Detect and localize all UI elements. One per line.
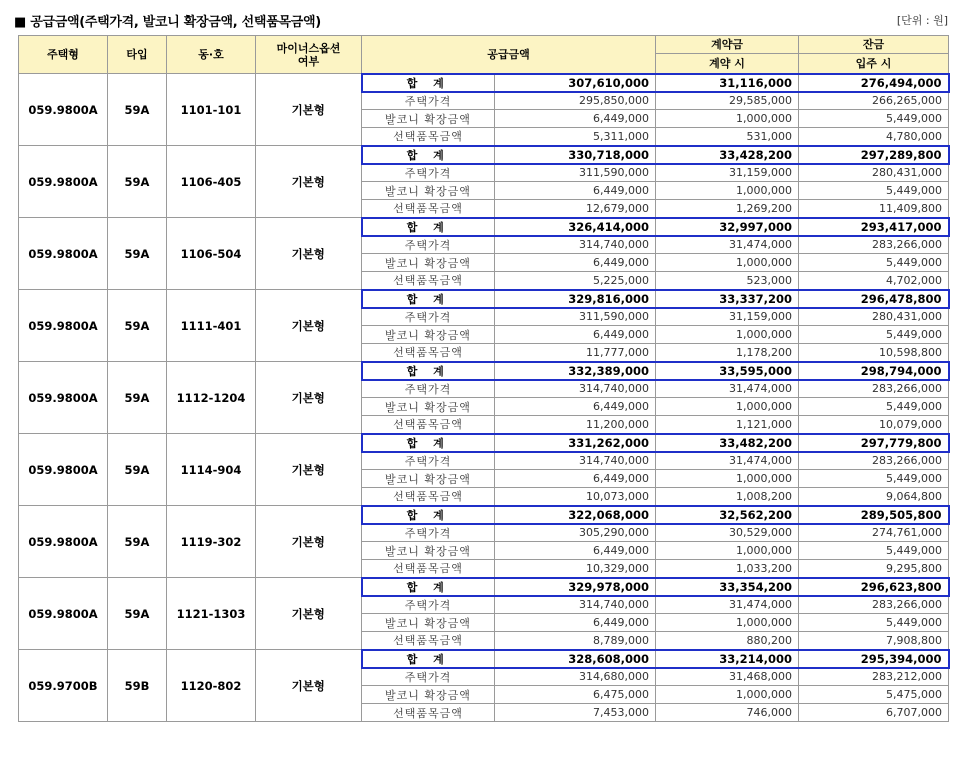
supply-amount-cell: 314,740,000 [495,236,656,254]
contract-cell: 1,121,000 [656,416,799,434]
row-label-total: 합 계 [362,650,495,668]
balance-cell: 5,449,000 [799,398,949,416]
supply-amount-cell: 305,290,000 [495,524,656,542]
row-label-balcony: 발코니 확장금액 [362,470,495,488]
contract-cell: 32,997,000 [656,218,799,236]
balance-cell: 4,702,000 [799,272,949,290]
balance-cell: 5,449,000 [799,254,949,272]
supply-amount-cell: 329,816,000 [495,290,656,308]
col-header-balance-sub: 입주 시 [799,54,949,74]
balance-cell: 9,295,800 [799,560,949,578]
col-header-supply-amount: 공급금액 [362,36,656,74]
row-label-house: 주택가격 [362,380,495,398]
row-label-house: 주택가격 [362,524,495,542]
type-cell: 59A [108,362,167,434]
balance-cell: 5,449,000 [799,614,949,632]
row-label-balcony: 발코니 확장금액 [362,182,495,200]
table-row [19,290,949,308]
row-label-options: 선택품목금액 [362,200,495,218]
row-label-options: 선택품목금액 [362,704,495,722]
contract-cell: 1,000,000 [656,182,799,200]
balance-cell: 293,417,000 [799,218,949,236]
row-label-options: 선택품목금액 [362,128,495,146]
supply-amount-cell: 326,414,000 [495,218,656,236]
row-label-house: 주택가격 [362,596,495,614]
balance-cell: 4,780,000 [799,128,949,146]
row-label-total: 합 계 [362,362,495,380]
housing-type-cell: 059.9800A [19,578,108,650]
supply-amount-cell: 329,978,000 [495,578,656,596]
type-cell: 59B [108,650,167,722]
row-label-house: 주택가격 [362,236,495,254]
balance-cell: 296,623,800 [799,578,949,596]
table-row [19,218,949,236]
housing-type-cell: 059.9800A [19,146,108,218]
supply-amount-cell: 314,740,000 [495,596,656,614]
contract-cell: 33,337,200 [656,290,799,308]
contract-cell: 33,428,200 [656,146,799,164]
row-label-total: 합 계 [362,218,495,236]
supply-amount-cell: 11,777,000 [495,344,656,362]
contract-cell: 33,214,000 [656,650,799,668]
supply-amount-cell: 6,449,000 [495,326,656,344]
supply-amount-cell: 6,449,000 [495,110,656,128]
contract-cell: 1,008,200 [656,488,799,506]
col-header-type: 타입 [108,36,167,74]
contract-cell: 880,200 [656,632,799,650]
supply-amount-cell: 6,449,000 [495,254,656,272]
type-cell: 59A [108,74,167,146]
type-cell: 59A [108,218,167,290]
contract-cell: 31,474,000 [656,596,799,614]
unit-no-cell: 1112-1204 [167,362,256,434]
unit-no-cell: 1114-904 [167,434,256,506]
supply-amount-cell: 6,449,000 [495,614,656,632]
option-cell: 기본형 [256,146,362,218]
row-label-balcony: 발코니 확장금액 [362,542,495,560]
balance-cell: 10,079,000 [799,416,949,434]
type-cell: 59A [108,578,167,650]
supply-amount-cell: 12,679,000 [495,200,656,218]
col-header-contract: 계약금 [656,36,799,54]
balance-cell: 7,908,800 [799,632,949,650]
housing-type-cell: 059.9800A [19,506,108,578]
contract-cell: 1,000,000 [656,398,799,416]
supply-amount-cell: 5,225,000 [495,272,656,290]
row-label-total: 합 계 [362,290,495,308]
table-row [19,650,949,668]
supply-amount-cell: 6,449,000 [495,398,656,416]
balance-cell: 10,598,800 [799,344,949,362]
supply-amount-cell: 295,850,000 [495,92,656,110]
balance-cell: 283,266,000 [799,452,949,470]
supply-amount-cell: 314,740,000 [495,452,656,470]
supply-amount-table [18,35,950,722]
supply-amount-cell: 314,680,000 [495,668,656,686]
supply-amount-cell: 5,311,000 [495,128,656,146]
supply-amount-cell: 6,475,000 [495,686,656,704]
supply-amount-cell: 311,590,000 [495,308,656,326]
row-label-total: 합 계 [362,146,495,164]
balance-cell: 297,289,800 [799,146,949,164]
row-label-house: 주택가격 [362,92,495,110]
option-cell: 기본형 [256,506,362,578]
contract-cell: 33,354,200 [656,578,799,596]
type-cell: 59A [108,146,167,218]
page-title: ■ 공급금액(주택가격, 발코니 확장금액, 선택품목금액) [14,15,321,30]
option-cell: 기본형 [256,434,362,506]
row-label-balcony: 발코니 확장금액 [362,614,495,632]
contract-cell: 32,562,200 [656,506,799,524]
contract-cell: 1,000,000 [656,614,799,632]
housing-type-cell: 059.9800A [19,362,108,434]
balance-cell: 266,265,000 [799,92,949,110]
table-row [19,434,949,452]
contract-cell: 1,000,000 [656,686,799,704]
supply-amount-cell: 6,449,000 [495,470,656,488]
contract-cell: 31,159,000 [656,164,799,182]
balance-cell: 11,409,800 [799,200,949,218]
supply-amount-cell: 11,200,000 [495,416,656,434]
contract-cell: 1,000,000 [656,326,799,344]
balance-cell: 283,266,000 [799,380,949,398]
balance-cell: 295,394,000 [799,650,949,668]
row-label-total: 합 계 [362,434,495,452]
balance-cell: 274,761,000 [799,524,949,542]
row-label-options: 선택품목금액 [362,416,495,434]
contract-cell: 1,269,200 [656,200,799,218]
table-row [19,74,949,92]
row-label-balcony: 발코니 확장금액 [362,254,495,272]
housing-type-cell: 059.9800A [19,290,108,362]
contract-cell: 31,116,000 [656,74,799,92]
balance-cell: 9,064,800 [799,488,949,506]
supply-amount-cell: 10,073,000 [495,488,656,506]
unit-no-cell: 1120-802 [167,650,256,722]
contract-cell: 31,159,000 [656,308,799,326]
balance-cell: 280,431,000 [799,308,949,326]
unit-no-cell: 1106-405 [167,146,256,218]
type-cell: 59A [108,434,167,506]
housing-type-cell: 059.9800A [19,218,108,290]
row-label-balcony: 발코니 확장금액 [362,398,495,416]
contract-cell: 33,482,200 [656,434,799,452]
row-label-options: 선택품목금액 [362,344,495,362]
col-header-contract-sub: 계약 시 [656,54,799,74]
supply-amount-cell: 6,449,000 [495,182,656,200]
row-label-balcony: 발코니 확장금액 [362,326,495,344]
type-cell: 59A [108,506,167,578]
table-row [19,578,949,596]
row-label-options: 선택품목금액 [362,560,495,578]
balance-cell: 5,449,000 [799,326,949,344]
housing-type-cell: 059.9800A [19,434,108,506]
contract-cell: 746,000 [656,704,799,722]
contract-cell: 31,474,000 [656,452,799,470]
balance-cell: 298,794,000 [799,362,949,380]
balance-cell: 5,449,000 [799,470,949,488]
col-header-minus-option: 마이너스옵션 여부 [256,36,362,74]
option-cell: 기본형 [256,218,362,290]
housing-type-cell: 059.9700B [19,650,108,722]
unit-label: [단위 : 원] [896,14,948,27]
contract-cell: 1,000,000 [656,542,799,560]
supply-amount-cell: 10,329,000 [495,560,656,578]
row-label-options: 선택품목금액 [362,488,495,506]
unit-no-cell: 1119-302 [167,506,256,578]
supply-amount-cell: 328,608,000 [495,650,656,668]
balance-cell: 283,266,000 [799,236,949,254]
row-label-total: 합 계 [362,578,495,596]
type-cell: 59A [108,290,167,362]
option-cell: 기본형 [256,362,362,434]
row-label-balcony: 발코니 확장금액 [362,686,495,704]
row-label-options: 선택품목금액 [362,632,495,650]
balance-cell: 283,266,000 [799,596,949,614]
supply-amount-cell: 314,740,000 [495,380,656,398]
supply-amount-cell: 331,262,000 [495,434,656,452]
contract-cell: 31,468,000 [656,668,799,686]
balance-cell: 296,478,800 [799,290,949,308]
contract-cell: 1,178,200 [656,344,799,362]
contract-cell: 1,033,200 [656,560,799,578]
contract-cell: 30,529,000 [656,524,799,542]
row-label-balcony: 발코니 확장금액 [362,110,495,128]
row-label-total: 합 계 [362,506,495,524]
option-cell: 기본형 [256,578,362,650]
balance-cell: 276,494,000 [799,74,949,92]
balance-cell: 5,449,000 [799,542,949,560]
balance-cell: 283,212,000 [799,668,949,686]
row-label-options: 선택품목금액 [362,272,495,290]
table-row [19,146,949,164]
supply-amount-cell: 322,068,000 [495,506,656,524]
col-header-balance: 잔금 [799,36,949,54]
balance-cell: 297,779,800 [799,434,949,452]
supply-amount-cell: 307,610,000 [495,74,656,92]
contract-cell: 29,585,000 [656,92,799,110]
table-row [19,362,949,380]
contract-cell: 1,000,000 [656,254,799,272]
unit-no-cell: 1111-401 [167,290,256,362]
contract-cell: 523,000 [656,272,799,290]
balance-cell: 5,475,000 [799,686,949,704]
row-label-house: 주택가격 [362,452,495,470]
row-label-house: 주택가격 [362,668,495,686]
option-cell: 기본형 [256,74,362,146]
supply-amount-cell: 330,718,000 [495,146,656,164]
contract-cell: 33,595,000 [656,362,799,380]
supply-amount-cell: 332,389,000 [495,362,656,380]
col-header-unit-no: 동·호 [167,36,256,74]
contract-cell: 1,000,000 [656,110,799,128]
balance-cell: 5,449,000 [799,182,949,200]
contract-cell: 1,000,000 [656,470,799,488]
supply-amount-cell: 311,590,000 [495,164,656,182]
unit-no-cell: 1106-504 [167,218,256,290]
unit-no-cell: 1101-101 [167,74,256,146]
supply-amount-cell: 6,449,000 [495,542,656,560]
contract-cell: 531,000 [656,128,799,146]
col-header-housing-type: 주택형 [19,36,108,74]
balance-cell: 5,449,000 [799,110,949,128]
balance-cell: 6,707,000 [799,704,949,722]
housing-type-cell: 059.9800A [19,74,108,146]
option-cell: 기본형 [256,290,362,362]
contract-cell: 31,474,000 [656,236,799,254]
balance-cell: 280,431,000 [799,164,949,182]
option-cell: 기본형 [256,650,362,722]
table-row [19,506,949,524]
balance-cell: 289,505,800 [799,506,949,524]
contract-cell: 31,474,000 [656,380,799,398]
supply-amount-cell: 7,453,000 [495,704,656,722]
unit-no-cell: 1121-1303 [167,578,256,650]
row-label-house: 주택가격 [362,308,495,326]
row-label-house: 주택가격 [362,164,495,182]
supply-amount-cell: 8,789,000 [495,632,656,650]
row-label-total: 합 계 [362,74,495,92]
